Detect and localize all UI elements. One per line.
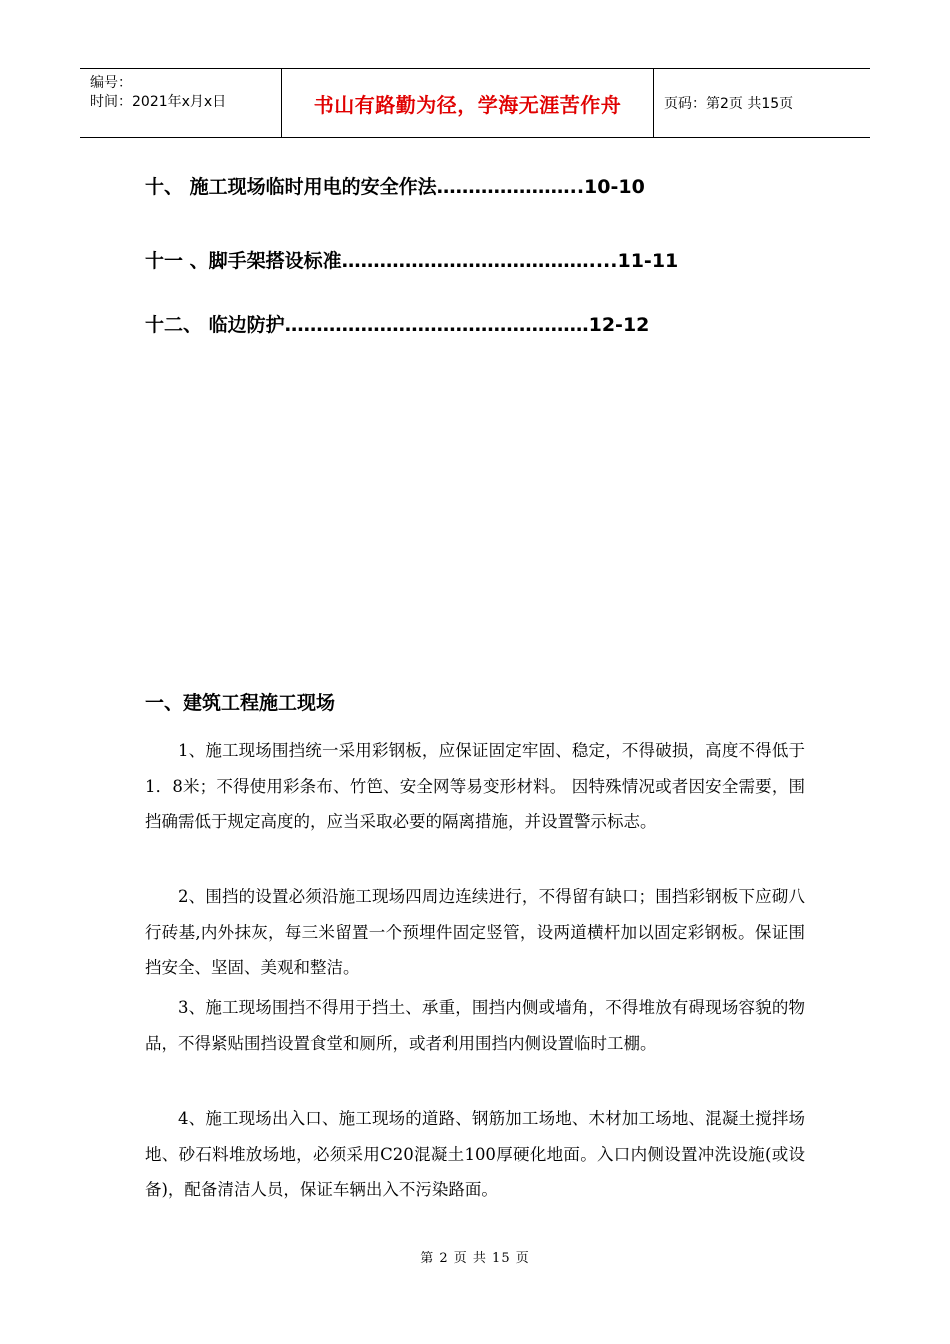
paragraph: 2、围挡的设置必须沿施工现场四周边连续进行，不得留有缺口；围挡彩钢板下应砌八行砖基,内外抹灰，每三米留置一个预埋件固定竖管，设两道横杆加以固定彩钢板。保证围挡安全、坚固、美观和整洁。 [145,887,805,977]
toc-entry: 十二、 临边防护…………………………………………12-12 [145,314,650,336]
paragraph: 3、施工现场围挡不得用于挡土、承重，围挡内侧或墙角，不得堆放有碍现场容貌的物品，不得紧贴围挡设置食堂和厕所，或者利用围挡内侧设置临时工棚。 [145,998,805,1053]
header-meta-cell [80,69,282,137]
document-number-label: 编号： [90,75,132,91]
header-page-cell [654,69,870,137]
paragraph: 1、施工现场围挡统一采用彩钢板，应保证固定牢固、稳定，不得破损，高度不得低于1．8米；不得使用彩条布、竹笆、安全网等易变形材料。 因特殊情况或者因安全需要，围挡确需低于规定高度的，应当采取必要的隔离措施，并设置警示标志。 [145,741,805,831]
page-footer: 第 2 页 共 15 页 [420,1251,530,1266]
header-motto-cell [282,69,654,137]
paragraph: 4、施工现场出入口、施工现场的道路、钢筋加工场地、木材加工场地、混凝土搅拌场地、砂石料堆放场地，必须采用C20混凝土100厚硬化地面。入口内侧设置冲洗设施(或设备)，配备清洁人员，保证车辆出入不污染路面。 [145,1109,805,1199]
section-heading: 一、建筑工程施工现场 [145,692,336,714]
document-time-label: 时间：2021年x月x日 [90,94,227,110]
header-page-info: 页码：第2页 共15页 [664,96,794,112]
toc-entry: 十一 、脚手架搭设标准…………………………………....11-11 [145,250,679,272]
document-header [80,68,870,138]
toc-entry: 十、 施工现场临时用电的安全作法…………………..10-10 [145,176,645,198]
header-motto: 书山有路勤为径，学海无涯苦作舟 [313,92,622,117]
